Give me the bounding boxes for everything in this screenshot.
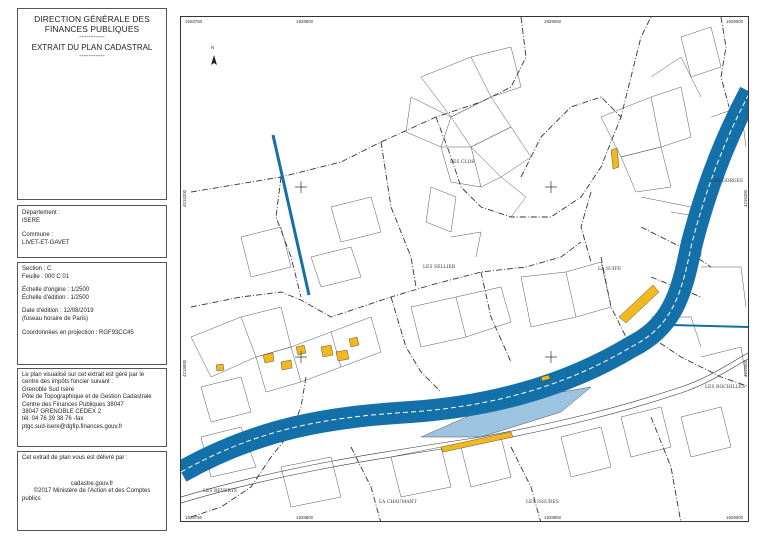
coord-bottom-right: 1929000 — [726, 515, 744, 520]
section-panel — [17, 262, 167, 365]
header-panel — [17, 8, 167, 200]
coord-bottom-left: 1928750 — [185, 515, 203, 520]
place-les-gorges: LES GORGES — [711, 179, 744, 184]
place-les-reverts: LES REVERTS — [203, 489, 238, 494]
place-la-suife: LA SUIFE — [598, 267, 622, 272]
centre-line: Centre des Finances Publiques 38047 — [22, 401, 124, 408]
section-value: Section : C — [22, 266, 52, 272]
fuseau: (fuseau horaire de Paris) — [22, 315, 89, 322]
north-label: N — [211, 45, 215, 50]
copyright-cont: publics — [22, 495, 41, 502]
place-la-chaumant: LA CHAUMANT — [379, 500, 417, 505]
feuille-value: Feuille : 000 C 01 — [22, 273, 70, 280]
map-canvas[interactable] — [181, 17, 749, 522]
doc-title: EXTRAIT DU PLAN CADASTRAL — [31, 43, 153, 52]
cadastral-map[interactable] — [180, 16, 749, 522]
delivery-site-link[interactable]: cadastre.gouv.fr — [70, 480, 114, 487]
coord-left: 4215000 — [182, 359, 187, 377]
commune-label: Commune : — [22, 232, 54, 238]
echelle-origine: Échelle d'origine : 1/2500 — [22, 287, 90, 294]
centre-email[interactable]: ptgc.sud-isere@dgfip.finances.gouv.fr — [22, 423, 123, 430]
centre-line: Grenoble Sud Isère — [22, 386, 75, 393]
echelle-edition: Échelle d'édition : 1/2500 — [22, 294, 89, 301]
org-line2: FINANCES PUBLIQUES — [44, 24, 140, 34]
place-les-rochilles: LES ROCHILLES — [705, 385, 746, 390]
place-les-clos: LES CLOS — [450, 160, 475, 165]
coord-top: 1928800 — [296, 19, 314, 24]
coord-left: 4215200 — [182, 189, 187, 207]
separator: ----------- — [79, 53, 105, 60]
centre-line: centre des impôts foncier suivant : — [22, 379, 114, 386]
coord-bottom: 1928800 — [296, 515, 314, 520]
copyright: ©2017 Ministère de l'Action et des Comptes — [33, 488, 151, 495]
coord-top-right: 1929000 — [726, 19, 744, 24]
org-line1: DIRECTION GÉNÉRALE DES — [34, 14, 150, 24]
centre-line: Pôle de Topographique et de Gestion Cadastrale — [22, 394, 152, 401]
canal — [273, 135, 309, 295]
north-arrow-icon — [211, 55, 217, 65]
date-edition: Date d'édition : 12/08/2019 — [22, 308, 94, 315]
coord-right: 4215200 — [743, 189, 748, 207]
centre-line: Le plan visualisé sur cet extrait est géré par le — [22, 372, 145, 378]
commune-panel — [17, 205, 167, 258]
delivery-intro: Cet extrait de plan vous est délivré par : — [22, 455, 128, 461]
dept-value: ISERE — [22, 218, 41, 224]
centre-panel — [17, 368, 167, 447]
centre-phone: tél. 04 76 39 38 76 -fax — [22, 416, 84, 423]
side-canal — [671, 325, 749, 327]
dept-label: Département : — [22, 210, 61, 216]
place-les-issures: LES ISSURES — [526, 500, 559, 505]
place-les-sellier: LES SELLIER — [423, 265, 456, 270]
coord-top: 1929050 — [544, 19, 562, 24]
delivery-panel — [17, 451, 167, 531]
centre-line: 38047 GRENOBLE CEDEX 2 — [22, 409, 102, 416]
coordonnees: Coordonnées en projection : RGF93CC45 — [22, 329, 134, 336]
coord-bottom: 1928850 — [544, 515, 562, 520]
commune-value: LIVET-ET-GAVET — [22, 240, 70, 246]
coord-right: 4215000 — [743, 359, 748, 377]
coord-top-left: 1928750 — [185, 19, 203, 24]
separator: ----------- — [79, 34, 105, 41]
